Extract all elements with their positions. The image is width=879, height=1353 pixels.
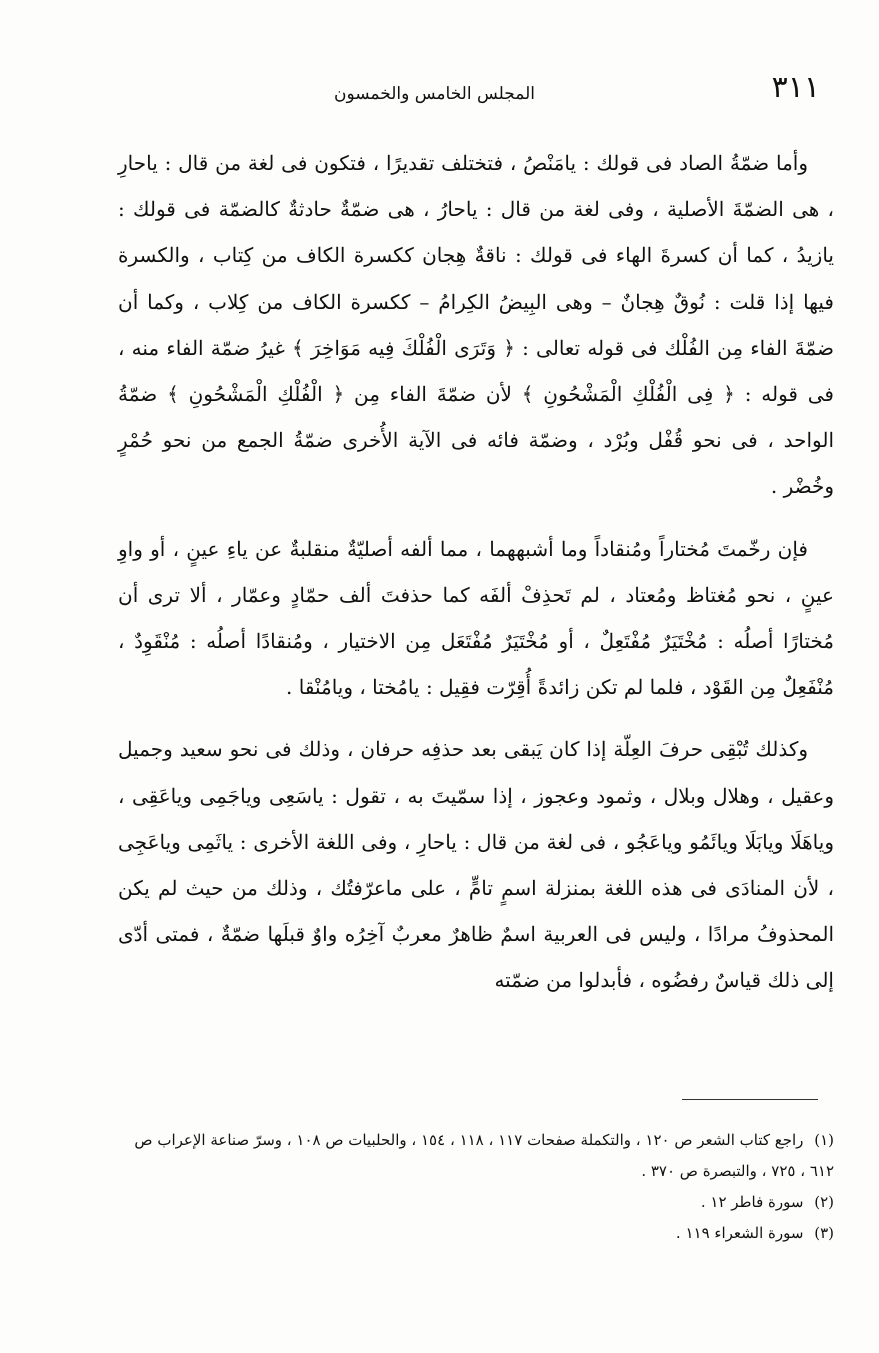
footnote-marker: (١)	[814, 1131, 834, 1149]
footnote-marker: (٢)	[814, 1193, 834, 1211]
paragraph-3: وكذلك تُبْقِى حرفَ العِلّة إذا كان يَبقى بعد حذفِه حرفان ، وذلك فى نحو سعيد وجميل وعقيل ، وهلال وبلال ، وثمود وعجوز ، إذا سمّيتَ به ، تقول : ياسَعِى وياجَمِى وياعَقِى ، وياهَلَا ويابَلَا ويائَمُو وياعَجُو ، فى لغة من قال : ياحارِ ، وفى اللغة الأخرى : ياثَمِى وياعَجِى ، لأن المنادَى فى هذه اللغة بمنزلة اسمٍ تامٍّ ، على ماعرّفتُك ، وذلك من حيث لم يكن المحذوفُ مرادًا ، وليس فى العربية اسمٌ ظاهرٌ معربٌ آخِرُه واوٌ قبلَها ضمّةٌ ، فمتى أدّى إلى ذلك قياسٌ رفضُوه ، فأبدلوا من ضمّته	[118, 737, 834, 993]
footnote-divider	[682, 1099, 818, 1100]
footnotes	[128, 1125, 834, 1249]
footnote-2	[128, 1187, 834, 1218]
main-text	[118, 140, 834, 1004]
running-title: المجلس الخامس والخمسون	[334, 84, 535, 104]
footnote-text: راجع كتاب الشعر ص ١٢٠ ، والتكملة صفحات ١١٧ ، ١١٨ ، ١٥٤ ، والحلبيات ص ١٠٨ ، وسرّ صناعة الإعراب ص ٦١٢ ، ٧٢٥ ، والتبصرة ص ٣٧٠ .	[134, 1131, 834, 1180]
paragraph-1: وأما ضمّةُ الصاد فى قولك : يامَنْصُ ، فتختلف تقديرًا ، فتكون فى لغة من قال : ياحارِ ، هى الضمّةَ الأصلية ، وفى لغة من قال : ياحارُ ، هى ضمّةٌ حادثةٌ كالضمّة فى قولك : يازيدُ ، كما أن كسرةَ الهاء فى قولك : ناقةٌ هِجان ككسرة الكاف من كِتاب ، والكسرة فيها إذا قلت : نُوقٌ هِجانٌ – وهى البِيضُ الكِرامُ – ككسرة الكاف من كِلاب ، وكما أن ضمّةَ الفاء مِن الفُلْك فى قوله تعالى : ﴿ وَتَرَى الْفُلْكَ فِيه مَوَاخِرَ ﴾ غيرُ ضمّة الفاء منه ، فى قوله : ﴿ فِى الْفُلْكِ الْمَشْحُونِ ﴾ لأن ضمّةَ الفاء مِن ﴿ الْفُلْكِ الْمَشْحُونِ ﴾ ضمّةُ الواحد ، فى نحو قُفْل وبُرْد ، وضمّة فائه فى الآية الأُخرى ضمّةُ الجمع من نحو حُمْرٍ وخُضْر .	[118, 151, 834, 499]
footnote-3	[128, 1218, 834, 1249]
page-number: ٣١١	[771, 70, 820, 105]
running-header	[120, 70, 820, 110]
footnote-text: سورة الشعراء ١١٩ .	[675, 1224, 804, 1242]
footnote-marker: (٣)	[814, 1224, 834, 1242]
footnote-text: سورة فاطر ١٢ .	[700, 1193, 804, 1211]
footnote-1	[128, 1125, 834, 1187]
paragraph-2: فإن رخّمتَ مُختاراً ومُنقاداً وما أشبههما ، مما ألفه أصليّةٌ منقلبةٌ عن ياءِ عينٍ ، أو واوِ عينٍ ، نحو مُغتاظ ومُعتاد ، لم تَحذِفْ ألفَه كما حذفتَ ألف حمّادٍ وعمّار ، ألا ترى أن مُختارًا أصلُه : مُخْتَيَرٌ مُفْتَعِلٌ ، أو مُخْتَيَرٌ مُفْتَعَل مِن الاختيار ، ومُنقادًا أصلُه : مُنْقَوِدٌ ، مُنْفَعِلٌ مِن القَوْد ، فلما لم تكن زائدةً أُقِرّت فقِيل : يامُختا ، ويامُنْقا .	[118, 536, 834, 700]
